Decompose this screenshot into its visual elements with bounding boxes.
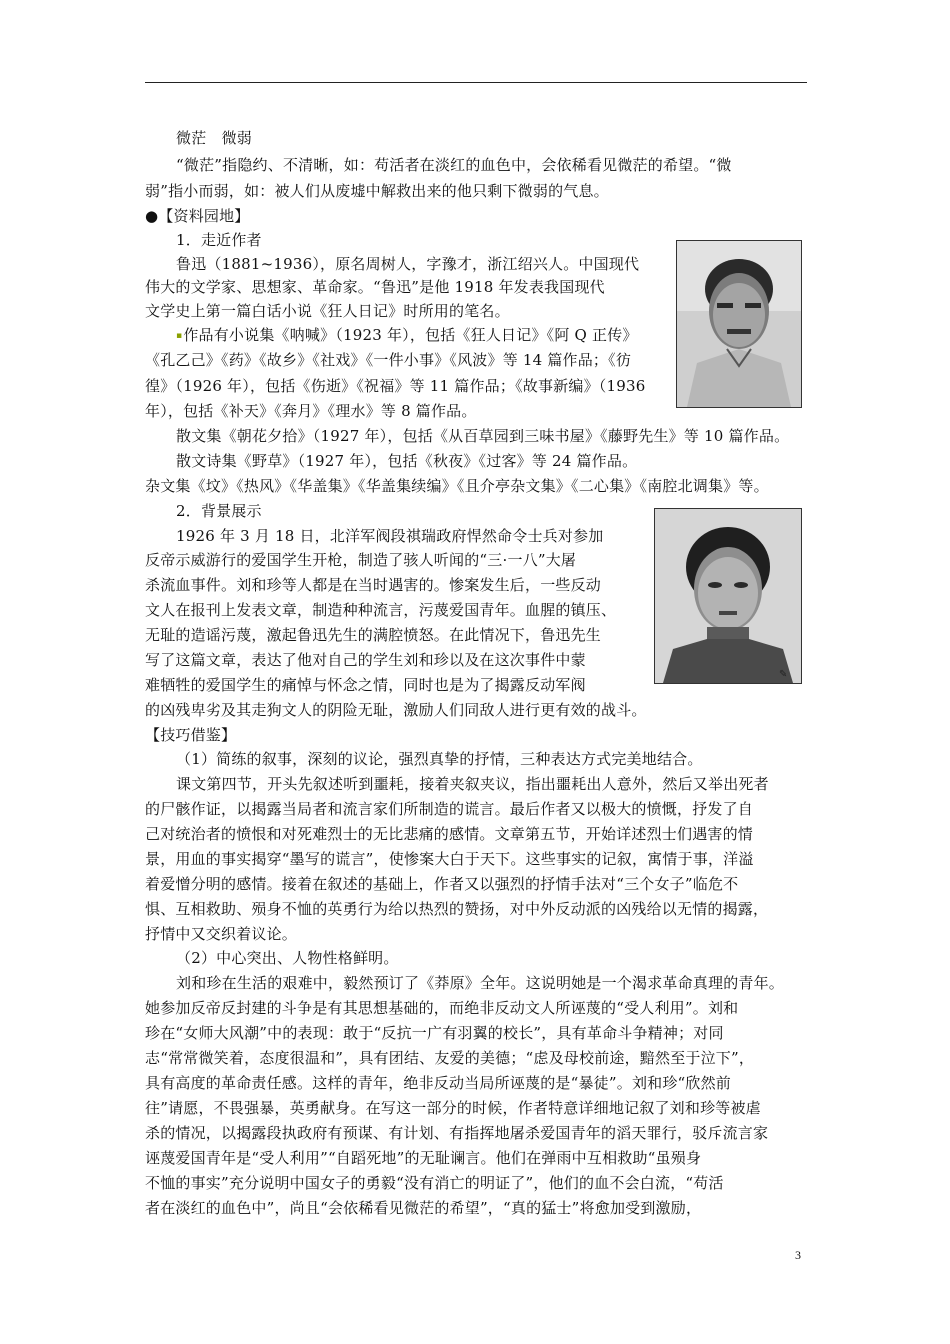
author-line: ▪作品有小说集《呐喊》（1923 年），包括《狂人日记》《阿 Q 正传》 — [176, 326, 638, 344]
section-heading-jiqiao: 【技巧借鉴】 — [145, 726, 237, 744]
page-number: 3 — [795, 1248, 801, 1262]
jiqiao-line: 景，用血的事实揭穿“墨写的谎言”，使惨案大白于天下。这些事实的记叙，寓情于事，洋溢 — [145, 850, 754, 868]
background-line: 反帝示威游行的爱国学生开枪，制造了骇人听闻的“三·一八”大屠 — [145, 551, 577, 569]
jiqiao-line: （2）中心突出、人物性格鲜明。 — [176, 949, 399, 967]
jiqiao-line: 惧、互相救助、殒身不恤的英勇行为给以热烈的赞扬，对中外反动派的凶残给以无情的揭露， — [145, 900, 769, 918]
portrait-photo-luxun — [676, 240, 802, 408]
jiqiao-line: （1）简练的叙事，深刻的议论，强烈真挚的抒情，三种表达方式完美地结合。 — [176, 750, 703, 768]
author-line: 散文集《朝花夕拾》（1927 年），包括《从百草园到三味书屋》《藤野先生》等 10 篇作品。 — [176, 427, 790, 445]
jiqiao-line: 她参加反帝反封建的斗争是有其思想基础的，而绝非反动文人所诬蔑的“受人利用”。刘和 — [145, 999, 739, 1017]
author-line: 杂文集《坟》《热风》《华盖集》《华盖集续编》《且介亭杂文集》《二心集》《南腔北调集》等。 — [145, 477, 769, 495]
subheading-author: 1．走近作者 — [176, 231, 262, 249]
author-line: 年），包括《补天》《奔月》《理水》等 8 篇作品。 — [145, 402, 477, 420]
background-line: 无耻的造谣污蔑，激起鲁迅先生的满腔愤怒。在此情况下，鲁迅先生 — [145, 626, 602, 644]
jiqiao-line: 抒情中又交织着议论。 — [145, 925, 298, 943]
jiqiao-line: 不恤的事实”充分说明中国女子的勇毅“没有消亡的明证了”，他们的血不会白流，“苟活 — [145, 1174, 724, 1192]
background-line: 写了这篇文章，表达了他对自己的学生刘和珍以及在这次事件中蒙 — [145, 651, 586, 669]
author-line: 散文诗集《野草》（1927 年），包括《秋夜》《过客》等 24 篇作品。 — [176, 452, 638, 470]
vocab-line: “微茫”指隐约、不清晰，如：苟活者在淡红的血色中，会依稀看见微茫的希望。“微 — [176, 156, 732, 174]
svg-text:✎: ✎ — [779, 669, 788, 680]
vocab-line: 弱”指小而弱，如：被人们从废墟中解救出来的他只剩下微弱的气息。 — [145, 182, 609, 200]
author-line: 徨》（1926 年），包括《伤逝》《祝福》等 11 篇作品；《故事新编》（1936 — [145, 377, 646, 395]
jiqiao-line: 具有高度的革命责任感。这样的青年，绝非反动当局所诬蔑的是“暴徒”。刘和珍“欣然前 — [145, 1074, 732, 1092]
jiqiao-line: 己对统治者的愤恨和对死难烈士的无比悲痛的感情。文章第五节，开始详述烈士们遇害的情 — [145, 825, 754, 843]
jiqiao-line: 诬蔑爱国青年是“受人利用”“自蹈死地”的无耻谰言。他们在弹雨中互相救助“虽殒身 — [145, 1149, 702, 1167]
subheading-background: 2．背景展示 — [176, 502, 262, 520]
vocab-title: 微茫 微弱 — [176, 129, 253, 147]
background-line: 的凶残卑劣及其走狗文人的阴险无耻，激励人们同敌人进行更有效的战斗。 — [145, 701, 647, 719]
background-line: 杀流血事件。刘和珍等人都是在当时遇害的。惨案发生后，一些反动 — [145, 576, 602, 594]
jiqiao-line: 珍在“女师大风潮”中的表现：敢于“反抗一广有羽翼的校长”，具有革命斗争精神；对同 — [145, 1024, 724, 1042]
jiqiao-line: 课文第四节，开头先叙述听到噩耗，接着夹叙夹议，指出噩耗出人意外，然后又举出死者 — [176, 775, 769, 793]
jiqiao-line: 往”请愿，不畏强暴，英勇献身。在写这一部分的时候，作者特意详细地记叙了刘和珍等被虐 — [145, 1099, 761, 1117]
background-line: 文人在报刊上发表文章，制造种种流言，污蔑爱国青年。血腥的镇压、 — [145, 601, 617, 619]
author-line: 文学史上第一篇白话小说《狂人日记》时所用的笔名。 — [145, 302, 510, 320]
jiqiao-line: 志“常常微笑着，态度很温和”，具有团结、友爱的美德；“虑及母校前途，黯然至于泣下”， — [145, 1049, 755, 1067]
header-rule — [145, 82, 807, 83]
jiqiao-line: 者在淡红的血色中”，尚且“会依稀看见微茫的希望”，“真的猛士”将愈加受到激励， — [145, 1199, 702, 1217]
portrait-photo-liuhezhen — [654, 508, 802, 684]
author-line: 伟大的文学家、思想家、革命家。“鲁迅”是他 1918 年发表我国现代 — [145, 278, 605, 296]
jiqiao-line: 的尸骸作证，以揭露当局者和流言家们所制造的谎言。最后作者又以极大的愤慨，抒发了自 — [145, 800, 754, 818]
jiqiao-line: 杀的情况，以揭露段执政府有预谋、有计划、有指挥地屠杀爱国青年的滔天罪行，驳斥流言家 — [145, 1124, 769, 1142]
jiqiao-line: 刘和珍在生活的艰难中，毅然预订了《莽原》全年。这说明她是一个渴求革命真理的青年。 — [176, 974, 785, 992]
background-line: 1926 年 3 月 18 日，北洋军阀段祺瑞政府悍然命令士兵对参加 — [176, 527, 604, 545]
author-line: 鲁迅（1881~1936），原名周树人，字豫才，浙江绍兴人。中国现代 — [176, 255, 640, 273]
anchor-mark-icon: ▪ — [176, 331, 183, 341]
author-line: 《孔乙己》《药》《故乡》《社戏》《一件小事》《风波》等 14 篇作品；《彷 — [145, 351, 632, 369]
section-heading-ziliao: ●【资料园地】 — [145, 207, 250, 225]
jiqiao-line: 着爱憎分明的感情。接着在叙述的基础上，作者又以强烈的抒情手法对“三个女子”临危不 — [145, 875, 739, 893]
background-line: 难牺牲的爱国学生的痛悼与怀念之情，同时也是为了揭露反动军阀 — [145, 676, 586, 694]
